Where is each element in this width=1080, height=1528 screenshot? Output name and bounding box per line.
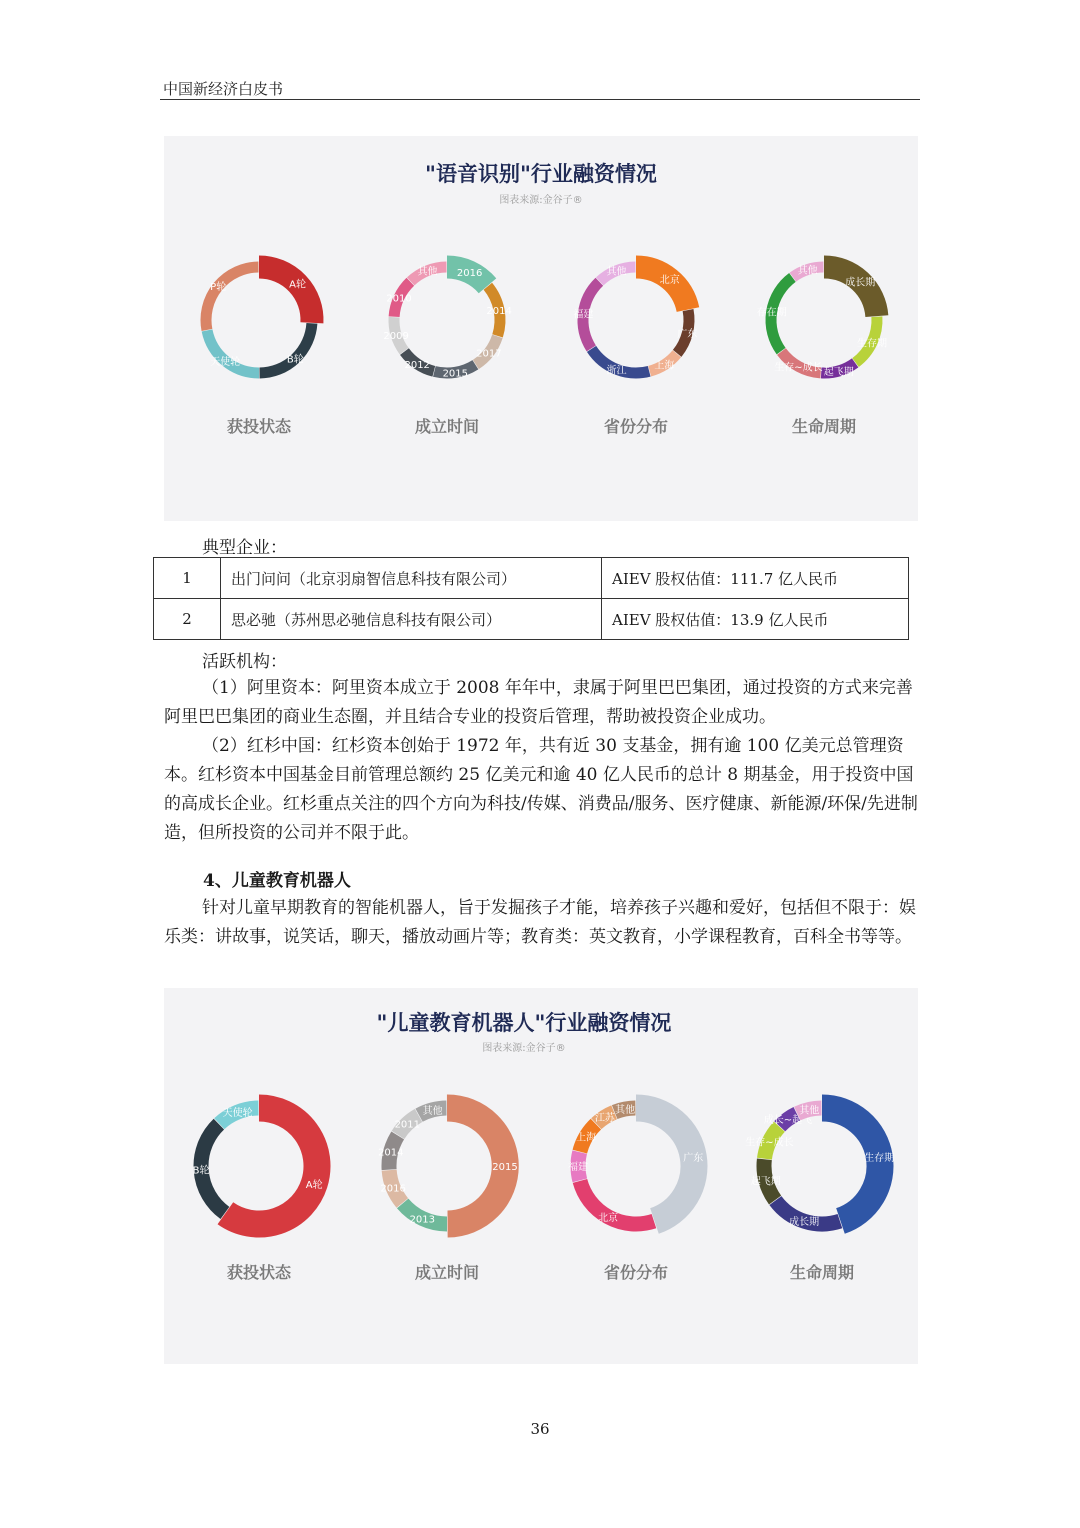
segment-label: 上海: [576, 1132, 597, 1144]
donut-segment: [206, 267, 258, 330]
segment-label: 2011: [394, 1119, 421, 1131]
segment-label: 起飞期: [750, 1176, 781, 1188]
chart-category-label: 省份分布: [603, 1263, 669, 1282]
segment-label: 2009: [383, 330, 409, 342]
segment-label: 2016: [380, 1183, 406, 1195]
segment-label: 天使轮: [210, 356, 241, 368]
segment-label: 福建: [573, 309, 594, 321]
row-number: 1: [154, 558, 221, 599]
segment-label: 存在期: [756, 307, 787, 319]
figure-2-chart: [164, 988, 918, 1364]
segment-label: 天使轮: [222, 1108, 253, 1120]
section-intro: [164, 894, 918, 952]
segment-label: 生存期: [857, 338, 887, 350]
section-heading: 4、儿童教育机器人: [203, 871, 351, 891]
segment-label: 其他: [417, 266, 438, 278]
header-rule: [160, 99, 920, 100]
segment-label: 上海: [654, 360, 675, 372]
typical-enterprises-table: [153, 557, 909, 640]
figure-1-title: "语音识别"行业融资情况: [425, 162, 657, 186]
table-row: [154, 599, 909, 640]
paragraph-alibaba-capital: （1）阿里资本：阿里资本成立于 2008 年年中，隶属于阿里巴巴集团，通过投资的方式来完善阿里巴巴集团的商业生态圈，并且结合专业的投资后管理，帮助被投资企业成功。: [164, 678, 913, 727]
segment-label: 广东: [683, 1152, 704, 1164]
segment-label: 2010: [386, 293, 412, 305]
company-name: 出门问问（北京羽扇智信息科技有限公司）: [221, 558, 602, 599]
segment-label: B轮: [192, 1165, 210, 1177]
figure-1-source: 图表来源:金谷子®: [499, 195, 583, 206]
figure-speech-recognition: [164, 136, 918, 521]
figure-2-title: "儿童教育机器人"行业融资情况: [376, 1011, 672, 1035]
typical-enterprises-label: 典型企业：: [202, 538, 287, 558]
chart-category-label: 生命周期: [791, 417, 857, 436]
chart-category-label: 成立时间: [414, 417, 480, 436]
segment-label: P轮: [210, 282, 227, 294]
table-row: [154, 558, 909, 599]
active-institutions-label: 活跃机构：: [202, 652, 287, 672]
donut-segment: [636, 267, 688, 310]
segment-label: 2015: [492, 1162, 518, 1173]
paragraph-children-robots: 针对儿童早期教育的智能机器人，旨于发掘孩子才能，培养孩子兴趣和爱好，包括但不限于：娱乐类：讲故事，说笑话，聊天，播放动画片等；教育类：英文教育，小学课程教育，百科全书等等。: [164, 898, 916, 947]
page-number: 36: [530, 1420, 550, 1438]
segment-label: 2017: [476, 348, 502, 360]
donut-segment: [636, 1108, 694, 1221]
row-number: 2: [154, 599, 221, 640]
segment-label: 广东: [677, 329, 698, 341]
chart-category-label: 省份分布: [603, 417, 669, 436]
donut-segment: [822, 1108, 880, 1221]
segment-label: 浙江: [606, 365, 627, 377]
segment-label: 2014: [486, 306, 512, 318]
segment-label: B轮: [286, 354, 304, 366]
segment-label: 成长期: [789, 1217, 820, 1229]
segment-label: 其他: [606, 266, 627, 278]
chart-category-label: 生命周期: [789, 1263, 855, 1282]
segment-label: 生存期: [864, 1152, 895, 1164]
donut-segment: [260, 323, 312, 373]
company-name: 思必驰（苏州思必驰信息科技有限公司）: [221, 599, 602, 640]
company-valuation: AIEV 股权估值：13.9 亿人民币: [602, 599, 909, 640]
segment-label: 北京: [659, 275, 680, 287]
segment-label: 其他: [615, 1105, 636, 1116]
segment-label: 江苏: [594, 1113, 615, 1124]
segment-label: 福建: [568, 1162, 588, 1173]
segment-label: 2014: [378, 1147, 404, 1159]
chart-category-label: 获投状态: [226, 1263, 292, 1282]
donut-segment: [222, 1108, 317, 1224]
figure-2-source: 图表来源:金谷子®: [482, 1043, 566, 1054]
segment-label: 其他: [797, 265, 818, 277]
segment-label: 成长~起飞: [763, 1115, 813, 1127]
donut-segment: [824, 267, 877, 316]
segment-label: 生存~成长: [774, 362, 823, 374]
figure-1-chart: [164, 136, 918, 521]
segment-label: 其他: [422, 1105, 443, 1117]
segment-label: 2015: [442, 368, 469, 380]
chart-category-label: 成立时间: [414, 1263, 480, 1282]
segment-label: 北京: [598, 1212, 619, 1224]
segment-label: 2013: [409, 1214, 436, 1226]
segment-label: 2012: [404, 359, 430, 371]
donut-segment: [259, 267, 312, 323]
figure-children-education-robot: [164, 988, 918, 1364]
running-header: 中国新经济白皮书: [163, 80, 284, 98]
segment-label: 2016: [456, 268, 483, 279]
segment-label: 成长期: [845, 277, 876, 289]
segment-label: 其他: [799, 1105, 820, 1117]
segment-label: 生存~成长: [745, 1137, 794, 1149]
segment-label: 起飞期: [823, 366, 854, 378]
segment-label: A轮: [305, 1179, 323, 1191]
paragraph-sequoia-china: （2）红杉中国：红杉资本创始于 1972 年，共有近 30 支基金，拥有逾 100 亿美元总管理资本。红杉资本中国基金目前管理总额约 25 亿美元和逾 40 亿人民币的总计 8 期基金，用于投资中国的高成长企业。红杉重点关注的四个方向为科技/传媒、消费品/服务、医疗健康、新能源/环保/先进制造，但所投资的公司并不限于此。: [164, 736, 918, 843]
segment-label: A轮: [289, 279, 307, 291]
active-institutions-text: [164, 674, 918, 848]
chart-category-label: 获投状态: [226, 417, 292, 436]
company-valuation: AIEV 股权估值：111.7 亿人民币: [602, 558, 909, 599]
